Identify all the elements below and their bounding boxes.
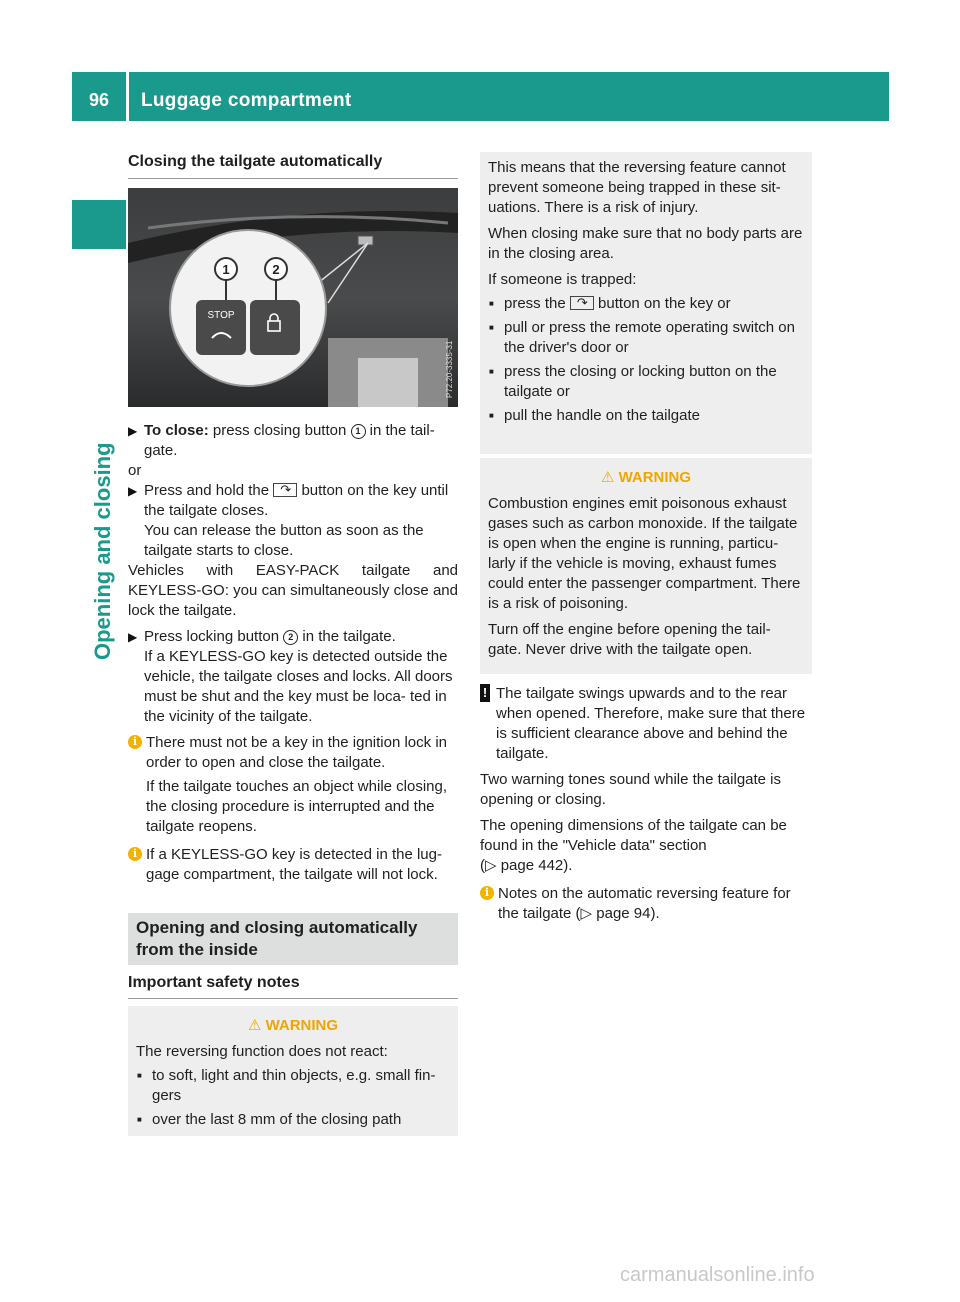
step-label: To close:	[144, 422, 209, 439]
section-heading-safety: Important safety notes	[128, 974, 300, 991]
arrow-icon: ▶	[128, 424, 138, 438]
keyless-go-note: Vehicles with EASY-PACK tailgate and KEYLESS-GO: you can simultaneously close and lock the tailgate.	[128, 562, 458, 619]
warning-heading: ⚠ WARNING	[247, 1017, 339, 1034]
step-to-close: ▶ To close: press closing button 1 in the tail- gate.	[128, 422, 435, 459]
step-locking: ▶ Press locking button 2 in the tailgate. If a KEYLESS-GO key is detected outside the vehicle, the tailgate closes and locks. All doors must be shut and the key must be loca- ted in the vicinity of the tailgate.	[128, 628, 453, 725]
left-body-text	[128, 421, 458, 885]
arrow-icon: ▶	[128, 484, 138, 498]
warning-heading: ⚠ WARNING	[600, 469, 692, 486]
callout-1: 1	[222, 262, 230, 277]
list-item: ■ press the ↷ button on the key or	[488, 294, 804, 314]
section-heading-closing: Closing the tailgate automatically	[128, 153, 383, 170]
callout-2-icon: 2	[283, 630, 298, 645]
tailgate-illustration	[128, 188, 458, 407]
tailgate-figure	[128, 188, 458, 407]
heading-rule	[128, 178, 458, 179]
paragraph: Two warning tones sound while the tailgate is opening or closing.	[480, 771, 782, 808]
warning-triangle-icon: ⚠	[600, 469, 619, 486]
page-number: 96	[88, 90, 110, 110]
section-title-inside: Opening and closing automatically from the inside	[128, 913, 458, 965]
right-body-text	[480, 684, 812, 924]
watermark: carmanualsonline.info	[620, 1264, 815, 1286]
warning-box-reversing: ⚠ WARNING The reversing function does not react: ■ to soft, light and thin objects, e.g. small fin- gers ■ over the last 8 mm of the closing path	[128, 1006, 458, 1136]
info-keyless: i If a KEYLESS-GO key is detected in the lug- gage compartment, the tailgate will not lock.	[128, 845, 458, 885]
arrow-icon: ▶	[128, 630, 138, 644]
side-section-label: Opening and closing	[90, 442, 115, 660]
figure-code: P72.20-3335-31	[445, 340, 454, 398]
page-title: Luggage compartment	[141, 90, 352, 111]
stop-label: STOP	[207, 310, 235, 321]
step-press-hold: ▶ Press and hold the ↷ button on the key until the tailgate closes. You can release the button as soon as the tailgate starts to close.	[128, 481, 458, 561]
info-icon: i	[128, 735, 142, 749]
list-item: ■ pull the handle on the tailgate	[488, 406, 804, 426]
info-reversing: i Notes on the automatic reversing feature for the tailgate (▷ page 94).	[480, 884, 812, 924]
callout-1-icon: 1	[351, 424, 366, 439]
damage-note: ! The tailgate swings upwards and to the rear when opened. Therefore, make sure that there is sufficient clearance above and behind the tailgate.	[480, 684, 812, 764]
exclamation-icon: !	[480, 684, 490, 702]
list-item: ■ to soft, light and thin objects, e.g. small fin- gers	[136, 1066, 450, 1106]
or-text: or	[128, 462, 142, 479]
header-divider	[126, 72, 129, 121]
tailgate-key-icon	[570, 296, 594, 310]
warning-triangle-icon: ⚠	[247, 1017, 266, 1034]
list-item: ■ over the last 8 mm of the closing path	[136, 1110, 450, 1130]
tailgate-key-icon	[273, 483, 297, 497]
warning-box-exhaust: ⚠ WARNING Combustion engines emit poisonous exhaust gases such as carbon monoxide. If the tailgate is open when the engine is running, particu- larly if the vehicle is moving, exhaust fumes could enter the passenger compartment. There is a risk of poisoning. Turn off the engine before opening the tail- gate. Never drive with the tailgate open.	[480, 458, 812, 674]
list-item: ■ press the closing or locking button on the tailgate or	[488, 362, 804, 402]
page-reference: (▷ page 442).	[480, 857, 573, 874]
warning-box-continued: This means that the reversing feature cannot prevent someone being trapped in these sit- uations. There is a risk of injury. When closing make sure that no body parts are in the closing area. If someone is trapped: ■ press the ↷ button on the key or ■ pull or press the remote operating switch on the driver's door or ■ press the closing or locking button on the tailgate or ■ pull the handle on the tailgate	[480, 152, 812, 454]
callout-2: 2	[272, 262, 280, 277]
paragraph: The opening dimensions of the tailgate can be found in the "Vehicle data" section	[480, 817, 787, 854]
heading-rule	[128, 998, 458, 999]
list-item: ■ pull or press the remote operating switch on the driver's door or	[488, 318, 804, 358]
info-ignition: i There must not be a key in the ignition lock in order to open and close the tailgate. If the tailgate touches an object while closing, the closing procedure is interrupted and the tailgate reopens.	[128, 733, 458, 837]
info-icon: i	[480, 886, 494, 900]
info-icon: i	[128, 847, 142, 861]
side-tab	[72, 200, 126, 249]
